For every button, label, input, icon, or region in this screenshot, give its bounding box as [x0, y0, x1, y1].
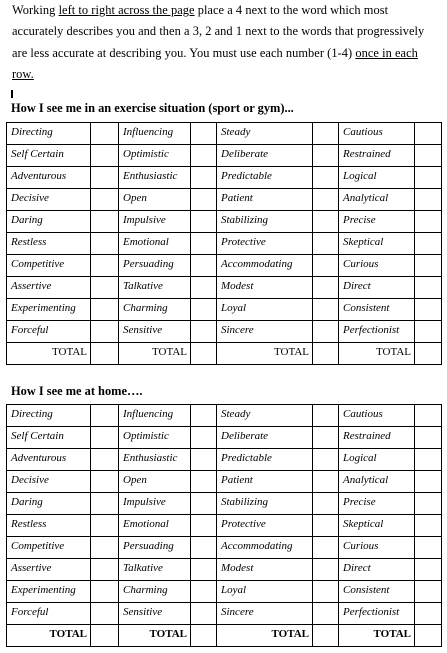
exercise-score-box[interactable]: [91, 277, 119, 299]
home-score-box[interactable]: [313, 493, 339, 515]
exercise-word-cell: Consistent: [339, 299, 415, 321]
exercise-row: [7, 189, 442, 211]
home-total-box[interactable]: [191, 625, 217, 647]
exercise-word-cell: Patient: [217, 189, 313, 211]
home-word-cell: Charming: [119, 581, 191, 603]
home-score-box[interactable]: [415, 493, 442, 515]
exercise-row: [7, 255, 442, 277]
exercise-word-cell: Impulsive: [119, 211, 191, 233]
home-row: [7, 427, 442, 449]
home-word-cell: Direct: [339, 559, 415, 581]
exercise-word-cell: Loyal: [217, 299, 313, 321]
home-word-cell: Protective: [217, 515, 313, 537]
exercise-score-box[interactable]: [415, 211, 442, 233]
exercise-word-cell: Charming: [119, 299, 191, 321]
exercise-score-box[interactable]: [91, 299, 119, 321]
home-word-cell: Modest: [217, 559, 313, 581]
home-word-cell: Daring: [7, 493, 91, 515]
home-word-cell: Optimistic: [119, 427, 191, 449]
exercise-word-cell: Cautious: [339, 123, 415, 145]
home-word-cell: Open: [119, 471, 191, 493]
home-word-cell: Assertive: [7, 559, 91, 581]
exercise-word-cell: Restless: [7, 233, 91, 255]
home-word-cell: Skeptical: [339, 515, 415, 537]
instructions-underline-2: once in each row.: [12, 45, 418, 82]
exercise-score-box[interactable]: [415, 277, 442, 299]
exercise-word-cell: Restrained: [339, 145, 415, 167]
exercise-score-box[interactable]: [415, 255, 442, 277]
exercise-word-cell: Analytical: [339, 189, 415, 211]
exercise-score-box[interactable]: [313, 277, 339, 299]
instructions-underline-1: left to right across the page: [58, 3, 195, 17]
home-score-box[interactable]: [191, 405, 217, 427]
exercise-score-box[interactable]: [313, 211, 339, 233]
exercise-word-cell: Perfectionist: [339, 321, 415, 343]
section-heading-home: How I see me at home….: [11, 384, 143, 398]
home-score-box[interactable]: [313, 603, 339, 625]
text-cursor: [11, 90, 13, 98]
exercise-score-box[interactable]: [313, 189, 339, 211]
exercise-word-cell: Precise: [339, 211, 415, 233]
home-score-box[interactable]: [191, 537, 217, 559]
exercise-score-box[interactable]: [313, 145, 339, 167]
home-total-label: TOTAL: [119, 625, 191, 647]
exercise-word-cell: Directing: [7, 123, 91, 145]
exercise-total-box[interactable]: [415, 343, 442, 365]
home-word-cell: Decisive: [7, 471, 91, 493]
exercise-score-box[interactable]: [91, 189, 119, 211]
home-total-label: TOTAL: [339, 625, 415, 647]
home-word-cell: Curious: [339, 537, 415, 559]
exercise-word-cell: Influencing: [119, 123, 191, 145]
exercise-total-label: TOTAL: [217, 343, 313, 365]
home-total-label: TOTAL: [217, 625, 313, 647]
home-score-box[interactable]: [191, 493, 217, 515]
home-word-cell: Adventurous: [7, 449, 91, 471]
home-word-cell: Consistent: [339, 581, 415, 603]
exercise-score-box[interactable]: [415, 233, 442, 255]
home-word-cell: Forceful: [7, 603, 91, 625]
exercise-score-box[interactable]: [91, 123, 119, 145]
exercise-word-cell: Talkative: [119, 277, 191, 299]
exercise-word-cell: Open: [119, 189, 191, 211]
home-score-box[interactable]: [415, 559, 442, 581]
exercise-score-box[interactable]: [191, 189, 217, 211]
exercise-score-box[interactable]: [415, 189, 442, 211]
exercise-score-box[interactable]: [191, 233, 217, 255]
exercise-score-box[interactable]: [91, 145, 119, 167]
exercise-score-box[interactable]: [415, 321, 442, 343]
exercise-table-body: [7, 123, 442, 365]
home-word-cell: Restless: [7, 515, 91, 537]
instructions-text-2: place a 4 next to the word which most accurately describes you and then a 3, 2 and 1 next to the words that progressively are less accurate at describing you. You must use each number (1-4): [12, 3, 425, 60]
exercise-score-box[interactable]: [313, 321, 339, 343]
home-score-box[interactable]: [191, 449, 217, 471]
home-word-cell: Deliberate: [217, 427, 313, 449]
home-score-box[interactable]: [91, 405, 119, 427]
home-score-box[interactable]: [415, 515, 442, 537]
home-score-box[interactable]: [191, 603, 217, 625]
exercise-score-box[interactable]: [191, 255, 217, 277]
exercise-word-cell: Enthusiastic: [119, 167, 191, 189]
exercise-score-box[interactable]: [191, 167, 217, 189]
exercise-row: [7, 277, 442, 299]
home-score-box[interactable]: [313, 515, 339, 537]
exercise-word-cell: Modest: [217, 277, 313, 299]
home-word-cell: Perfectionist: [339, 603, 415, 625]
exercise-word-cell: Persuading: [119, 255, 191, 277]
home-word-cell: Analytical: [339, 471, 415, 493]
exercise-word-cell: Sincere: [217, 321, 313, 343]
home-score-box[interactable]: [191, 427, 217, 449]
home-total-box[interactable]: [415, 625, 442, 647]
exercise-word-cell: Emotional: [119, 233, 191, 255]
home-word-cell: Self Certain: [7, 427, 91, 449]
exercise-word-table: [6, 122, 442, 365]
exercise-word-cell: Accommodating: [217, 255, 313, 277]
exercise-word-cell: Adventurous: [7, 167, 91, 189]
exercise-score-box[interactable]: [415, 167, 442, 189]
home-score-box[interactable]: [415, 449, 442, 471]
exercise-score-box[interactable]: [91, 211, 119, 233]
exercise-score-box[interactable]: [191, 299, 217, 321]
exercise-score-box[interactable]: [191, 123, 217, 145]
exercise-score-box[interactable]: [313, 255, 339, 277]
home-word-cell: Loyal: [217, 581, 313, 603]
exercise-word-cell: Protective: [217, 233, 313, 255]
home-row: [7, 515, 442, 537]
exercise-word-cell: Direct: [339, 277, 415, 299]
exercise-score-box[interactable]: [415, 123, 442, 145]
exercise-score-box[interactable]: [313, 233, 339, 255]
home-score-box[interactable]: [313, 405, 339, 427]
exercise-word-cell: Forceful: [7, 321, 91, 343]
exercise-score-box[interactable]: [191, 321, 217, 343]
home-score-box[interactable]: [415, 581, 442, 603]
exercise-word-cell: Assertive: [7, 277, 91, 299]
home-word-cell: Steady: [217, 405, 313, 427]
home-score-box[interactable]: [313, 427, 339, 449]
exercise-word-cell: Daring: [7, 211, 91, 233]
home-row: [7, 405, 442, 427]
home-score-box[interactable]: [191, 581, 217, 603]
exercise-row: [7, 211, 442, 233]
home-score-box[interactable]: [91, 515, 119, 537]
exercise-score-box[interactable]: [415, 145, 442, 167]
home-score-box[interactable]: [91, 427, 119, 449]
exercise-word-cell: Decisive: [7, 189, 91, 211]
exercise-total-label: TOTAL: [339, 343, 415, 365]
exercise-row: [7, 233, 442, 255]
home-word-cell: Precise: [339, 493, 415, 515]
exercise-score-box[interactable]: [91, 233, 119, 255]
home-row: [7, 471, 442, 493]
home-score-box[interactable]: [415, 405, 442, 427]
home-word-cell: Persuading: [119, 537, 191, 559]
home-word-cell: Predictable: [217, 449, 313, 471]
home-word-cell: Impulsive: [119, 493, 191, 515]
home-score-box[interactable]: [415, 603, 442, 625]
exercise-total-label: TOTAL: [7, 343, 91, 365]
exercise-score-box[interactable]: [191, 145, 217, 167]
exercise-word-cell: Competitive: [7, 255, 91, 277]
exercise-total-row: [7, 343, 442, 365]
exercise-total-box[interactable]: [313, 343, 339, 365]
instructions-text-1: Working: [12, 3, 59, 17]
exercise-total-label: TOTAL: [119, 343, 191, 365]
exercise-word-cell: Sensitive: [119, 321, 191, 343]
home-total-row: [7, 625, 442, 647]
home-word-cell: Enthusiastic: [119, 449, 191, 471]
home-word-cell: Emotional: [119, 515, 191, 537]
home-total-box[interactable]: [91, 625, 119, 647]
home-word-table: [6, 404, 442, 647]
exercise-row: [7, 145, 442, 167]
home-score-box[interactable]: [191, 515, 217, 537]
home-score-box[interactable]: [91, 581, 119, 603]
home-word-cell: Logical: [339, 449, 415, 471]
home-score-box[interactable]: [91, 603, 119, 625]
home-score-box[interactable]: [313, 581, 339, 603]
exercise-total-box[interactable]: [191, 343, 217, 365]
exercise-word-cell: Curious: [339, 255, 415, 277]
home-total-box[interactable]: [313, 625, 339, 647]
home-word-cell: Influencing: [119, 405, 191, 427]
exercise-score-box[interactable]: [191, 277, 217, 299]
exercise-row: [7, 123, 442, 145]
home-word-cell: Accommodating: [217, 537, 313, 559]
home-score-box[interactable]: [313, 559, 339, 581]
home-row: [7, 603, 442, 625]
section-heading-exercise: How I see me in an exercise situation (sport or gym)...: [11, 101, 294, 115]
home-row: [7, 493, 442, 515]
exercise-score-box[interactable]: [313, 299, 339, 321]
exercise-score-box[interactable]: [313, 123, 339, 145]
home-word-cell: Patient: [217, 471, 313, 493]
home-score-box[interactable]: [191, 471, 217, 493]
instructions: [12, 0, 442, 86]
exercise-row: [7, 321, 442, 343]
exercise-row: [7, 167, 442, 189]
exercise-word-cell: Deliberate: [217, 145, 313, 167]
exercise-word-cell: Skeptical: [339, 233, 415, 255]
exercise-score-box[interactable]: [313, 167, 339, 189]
home-row: [7, 449, 442, 471]
home-word-cell: Competitive: [7, 537, 91, 559]
home-word-cell: Restrained: [339, 427, 415, 449]
home-score-box[interactable]: [313, 449, 339, 471]
home-word-cell: Talkative: [119, 559, 191, 581]
exercise-word-cell: Predictable: [217, 167, 313, 189]
exercise-word-cell: Self Certain: [7, 145, 91, 167]
exercise-word-cell: Logical: [339, 167, 415, 189]
home-score-box[interactable]: [415, 471, 442, 493]
exercise-total-box[interactable]: [91, 343, 119, 365]
exercise-score-box[interactable]: [91, 255, 119, 277]
home-score-box[interactable]: [415, 427, 442, 449]
home-score-box[interactable]: [91, 449, 119, 471]
home-score-box[interactable]: [91, 471, 119, 493]
home-score-box[interactable]: [313, 471, 339, 493]
home-table-body: [7, 405, 442, 647]
home-score-box[interactable]: [91, 559, 119, 581]
home-word-cell: Directing: [7, 405, 91, 427]
exercise-word-cell: Optimistic: [119, 145, 191, 167]
home-row: [7, 559, 442, 581]
home-score-box[interactable]: [313, 537, 339, 559]
exercise-word-cell: Experimenting: [7, 299, 91, 321]
home-score-box[interactable]: [191, 559, 217, 581]
exercise-row: [7, 299, 442, 321]
home-word-cell: Experimenting: [7, 581, 91, 603]
home-score-box[interactable]: [91, 537, 119, 559]
home-word-cell: Sensitive: [119, 603, 191, 625]
exercise-score-box[interactable]: [91, 167, 119, 189]
home-total-label: TOTAL: [7, 625, 91, 647]
exercise-word-cell: Steady: [217, 123, 313, 145]
home-word-cell: Sincere: [217, 603, 313, 625]
home-row: [7, 581, 442, 603]
home-score-box[interactable]: [91, 493, 119, 515]
home-row: [7, 537, 442, 559]
home-score-box[interactable]: [415, 537, 442, 559]
home-word-cell: Stabilizing: [217, 493, 313, 515]
exercise-score-box[interactable]: [91, 321, 119, 343]
exercise-word-cell: Stabilizing: [217, 211, 313, 233]
exercise-score-box[interactable]: [415, 299, 442, 321]
exercise-score-box[interactable]: [191, 211, 217, 233]
home-word-cell: Cautious: [339, 405, 415, 427]
